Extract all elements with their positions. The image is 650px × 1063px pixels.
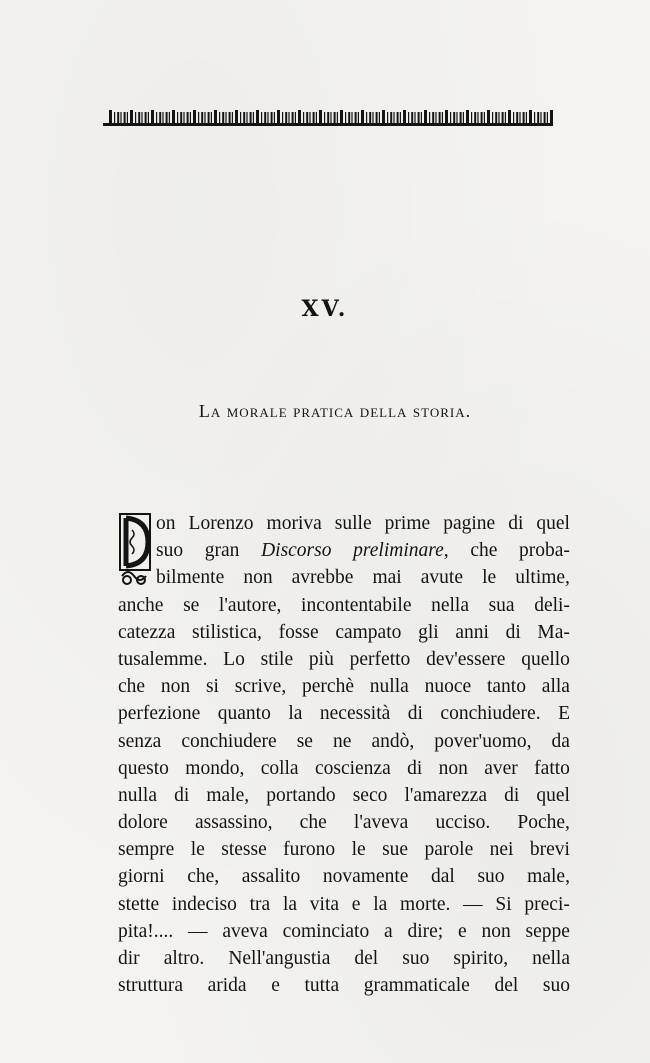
band-stripe xyxy=(492,112,493,124)
word: seco xyxy=(352,784,388,806)
band-stripe xyxy=(250,112,252,124)
word: proba- xyxy=(519,540,570,562)
word: e xyxy=(351,893,361,915)
band-stripe xyxy=(282,112,283,124)
band-stripe xyxy=(544,112,546,124)
word: preliminare, xyxy=(353,540,449,562)
band-stripe xyxy=(330,112,331,124)
band-stripe xyxy=(313,112,315,124)
word: di xyxy=(407,757,423,779)
band-stripe xyxy=(439,112,441,124)
band-stripe xyxy=(348,112,350,124)
word: portando xyxy=(266,784,336,806)
text-line xyxy=(118,918,570,945)
word: del xyxy=(354,948,379,969)
band-stripe xyxy=(187,112,189,124)
word: avrebbe xyxy=(291,567,354,589)
word: male, xyxy=(206,784,250,806)
text-line xyxy=(118,972,570,999)
word: scrive, xyxy=(234,676,287,698)
word: on xyxy=(156,513,176,534)
band-stripe xyxy=(376,112,378,124)
text-line xyxy=(118,809,570,836)
band-stripe xyxy=(432,112,434,124)
word: nei xyxy=(489,839,514,861)
word: assassino, xyxy=(195,812,273,834)
band-stripe xyxy=(222,112,224,124)
ornament-band-graphic xyxy=(103,108,565,128)
word: nuoce xyxy=(424,676,472,698)
word: da xyxy=(551,730,570,752)
word: l'aveva xyxy=(353,812,409,834)
word: pagine xyxy=(443,513,496,534)
band-stripe xyxy=(246,112,247,124)
band-stripe xyxy=(285,112,287,124)
band-stripe xyxy=(267,112,268,124)
word: suo xyxy=(402,948,430,969)
word: brevi xyxy=(529,839,570,861)
band-stripe xyxy=(477,112,478,124)
text-line xyxy=(118,537,570,564)
band-stripe xyxy=(345,112,346,124)
word: andò, xyxy=(371,730,415,752)
word: e xyxy=(271,975,280,997)
band-stripe xyxy=(288,112,289,124)
band-stripe xyxy=(498,112,499,124)
word: senza xyxy=(118,730,162,752)
band-stripe xyxy=(379,112,380,124)
word: Ma- xyxy=(537,621,570,643)
word: sua xyxy=(488,594,515,616)
band-stripe xyxy=(372,112,373,124)
word: che, xyxy=(187,866,220,888)
band-stripe xyxy=(369,112,371,124)
band-stripe xyxy=(516,112,518,124)
band-stripe xyxy=(162,112,163,124)
word: l'amarezza xyxy=(404,784,488,806)
band-stripe xyxy=(534,112,535,124)
word: dire; xyxy=(407,920,444,942)
word: suo xyxy=(156,540,184,562)
word: conchiudere xyxy=(181,730,277,752)
word: tusalemme. xyxy=(118,648,208,670)
word: si xyxy=(205,676,219,698)
word: quel xyxy=(536,784,570,806)
word: morte. xyxy=(400,893,451,915)
word: catezza xyxy=(118,621,176,643)
band-stripe xyxy=(450,112,451,124)
text-line xyxy=(118,755,570,782)
word: grammaticale xyxy=(363,975,470,997)
band-stripe xyxy=(523,112,525,124)
word: deli- xyxy=(534,594,570,616)
word: gran xyxy=(204,540,240,562)
word: stile xyxy=(260,648,294,670)
band-stripe xyxy=(460,112,462,124)
band-stripe xyxy=(474,112,476,124)
band-stripe xyxy=(177,112,178,124)
band-stripe xyxy=(135,112,136,124)
word: nulla xyxy=(118,784,157,806)
word: stesse xyxy=(221,839,267,861)
word: anni xyxy=(455,621,489,643)
band-stripe xyxy=(387,112,388,124)
word: ultime, xyxy=(515,567,570,589)
band-stripe xyxy=(292,112,294,124)
band-stripe xyxy=(390,112,392,124)
band-stripe xyxy=(274,112,275,124)
band-stripe xyxy=(124,112,126,124)
word: furono xyxy=(283,839,336,861)
word: la xyxy=(373,893,388,915)
band-stripe xyxy=(411,112,413,124)
chapter-number: XV. xyxy=(301,296,349,322)
word: preci- xyxy=(524,893,570,915)
band-stripe xyxy=(442,112,443,124)
word: non xyxy=(160,676,191,698)
band-stripe xyxy=(141,112,142,124)
band-stripe xyxy=(211,112,212,124)
band-stripe xyxy=(337,112,338,124)
word: l'autore, xyxy=(218,594,282,616)
word: mondo, xyxy=(185,757,245,779)
band-stripe xyxy=(358,112,359,124)
band-stripe xyxy=(453,112,455,124)
band-stripe xyxy=(537,112,539,124)
band-stripe xyxy=(505,112,506,124)
band-stripe xyxy=(481,112,483,124)
word: quello xyxy=(521,648,570,670)
word: se xyxy=(296,730,313,752)
band-stripe xyxy=(183,112,184,124)
word: — xyxy=(463,893,483,915)
word: dev'essere xyxy=(426,648,506,670)
word: perfetto xyxy=(349,648,411,670)
word: stilistica, xyxy=(192,621,262,643)
band-stripe xyxy=(327,112,329,124)
word: le xyxy=(351,839,366,861)
word: giorni xyxy=(118,866,165,888)
band-stripe xyxy=(180,112,182,124)
word: E xyxy=(558,703,570,725)
word: arida xyxy=(207,975,247,997)
band-stripe xyxy=(219,112,220,124)
word: cominciato xyxy=(282,920,370,942)
word: — xyxy=(188,920,208,942)
band-stripe xyxy=(232,112,233,124)
band-stripe xyxy=(334,112,336,124)
word: coscienza xyxy=(314,757,391,779)
text-line xyxy=(118,510,570,537)
word: mai xyxy=(372,567,402,589)
word: ucciso. xyxy=(435,812,491,834)
word: non xyxy=(438,757,468,779)
band-stripe xyxy=(540,112,541,124)
word: perfezione xyxy=(118,703,201,725)
word: sue xyxy=(382,839,409,861)
band-stripe xyxy=(156,112,157,124)
word: che xyxy=(299,812,327,834)
word: dal xyxy=(431,866,455,888)
band-stripe xyxy=(166,112,168,124)
word: fosse xyxy=(278,621,319,643)
word: seppe xyxy=(525,920,570,942)
word: dir xyxy=(118,948,140,969)
word: sulle xyxy=(334,513,372,534)
band-stripe xyxy=(435,112,436,124)
band-stripe xyxy=(513,112,514,124)
word: aveva xyxy=(222,920,268,942)
band-stripe xyxy=(456,112,457,124)
band-stripe xyxy=(306,112,308,124)
band-stripe xyxy=(408,112,409,124)
text-line xyxy=(118,782,570,809)
word: quel xyxy=(536,513,570,534)
word: a xyxy=(384,920,393,942)
word: non xyxy=(243,567,273,589)
word: moriva xyxy=(266,513,322,534)
word: incontentabile xyxy=(301,594,412,616)
word: dolore xyxy=(118,812,168,834)
band-stripe xyxy=(120,112,121,124)
band-stripe xyxy=(264,112,266,124)
word: bilmente xyxy=(156,567,225,589)
band-stripe xyxy=(253,112,254,124)
band-stripe xyxy=(502,112,504,124)
word: non xyxy=(481,920,511,942)
band-stripe xyxy=(316,112,317,124)
text-line xyxy=(118,945,570,972)
word: tutta xyxy=(304,975,340,997)
band-stripe xyxy=(295,112,296,124)
band-stripe xyxy=(495,112,497,124)
band-stripe xyxy=(366,112,367,124)
word: alla xyxy=(541,676,570,698)
band-stripe xyxy=(198,112,199,124)
word: nulla xyxy=(369,676,409,698)
word: avute xyxy=(420,567,463,589)
word: del xyxy=(494,975,519,997)
word: di xyxy=(174,784,190,806)
word: fatto xyxy=(534,757,570,779)
word: parole xyxy=(424,839,474,861)
text-line xyxy=(118,891,570,918)
text-line xyxy=(118,564,570,591)
word: Si xyxy=(495,893,512,915)
word: perchè xyxy=(302,676,354,698)
band-stripe xyxy=(169,112,170,124)
word: anche xyxy=(118,594,164,616)
band-stripe xyxy=(117,112,119,124)
word: di xyxy=(508,513,524,534)
word: suo xyxy=(477,866,505,888)
word: vita xyxy=(309,893,340,915)
band-stripe xyxy=(303,112,304,124)
band-stripe xyxy=(243,112,245,124)
word: Nell'angustia xyxy=(228,948,331,969)
band-stripe xyxy=(201,112,203,124)
word: che xyxy=(118,676,146,698)
word: questo xyxy=(118,757,169,779)
band-stripe xyxy=(114,112,115,124)
word: suo xyxy=(542,975,570,997)
band-stripe xyxy=(240,112,241,124)
word: che xyxy=(470,540,498,562)
band-stripe xyxy=(145,112,147,124)
text-line xyxy=(118,836,570,863)
band-stripe xyxy=(229,112,231,124)
band-stripe xyxy=(208,112,210,124)
word: Poche, xyxy=(517,812,570,834)
word: aver xyxy=(484,757,518,779)
word: Discorso xyxy=(261,540,332,562)
band-stripe xyxy=(159,112,161,124)
text-line xyxy=(118,863,570,890)
band-stripe xyxy=(484,112,485,124)
band-stripe xyxy=(271,112,273,124)
band-stripe xyxy=(351,112,352,124)
band-stripe xyxy=(261,112,262,124)
word: male, xyxy=(527,866,570,888)
word: quanto xyxy=(217,703,271,725)
text-line xyxy=(118,728,570,755)
word: tra xyxy=(249,893,271,915)
band-stripe xyxy=(463,112,464,124)
band-stripe xyxy=(309,112,310,124)
word: conchiudere. xyxy=(440,703,541,725)
word: gli xyxy=(418,621,439,643)
word: campato xyxy=(335,621,402,643)
chapter-title: La morale pratica della storia. xyxy=(198,401,472,421)
band-stripe xyxy=(127,112,128,124)
word: la xyxy=(282,893,298,915)
word: sempre xyxy=(118,839,175,861)
band-stripe xyxy=(190,112,191,124)
band-stripe xyxy=(418,112,420,124)
word: la xyxy=(288,703,303,725)
word: le xyxy=(190,839,205,861)
body-paragraph xyxy=(118,510,570,999)
word: nella xyxy=(431,594,469,616)
word: colla xyxy=(260,757,299,779)
word: di xyxy=(407,703,423,725)
decorative-header-band xyxy=(103,108,565,128)
band-stripe xyxy=(526,112,527,124)
text-line xyxy=(118,700,570,727)
band-stripe xyxy=(519,112,520,124)
text-line xyxy=(118,646,570,673)
word: spirito, xyxy=(453,948,509,969)
word: pita!.... xyxy=(118,920,174,942)
band-stripe xyxy=(400,112,401,124)
word: tanto xyxy=(486,676,526,698)
band-stripe xyxy=(414,112,415,124)
word: necessità xyxy=(319,703,391,725)
word: novamente xyxy=(322,866,409,888)
band-stripe xyxy=(393,112,394,124)
band-stripe xyxy=(204,112,205,124)
word: assalito xyxy=(241,866,301,888)
word: e xyxy=(458,920,467,942)
band-stripe xyxy=(138,112,140,124)
word: di xyxy=(504,784,520,806)
word: struttura xyxy=(118,975,183,997)
word: pover'uomo, xyxy=(434,730,532,752)
band-stripe xyxy=(421,112,422,124)
band-baseline xyxy=(103,123,553,126)
band-stripe xyxy=(547,112,548,124)
band-stripe xyxy=(225,112,226,124)
word: indeciso xyxy=(171,893,237,915)
band-stripe xyxy=(355,112,357,124)
word: Lo xyxy=(223,648,245,670)
band-stripe xyxy=(397,112,399,124)
word: stette xyxy=(118,893,160,915)
band-stripe xyxy=(471,112,472,124)
word: se xyxy=(183,594,200,616)
band-stripe xyxy=(324,112,325,124)
word: ne xyxy=(333,730,352,752)
word: le xyxy=(482,567,497,589)
band-stripe xyxy=(148,112,149,124)
band-stripe xyxy=(429,112,430,124)
word: Lorenzo xyxy=(188,513,254,534)
text-line xyxy=(118,592,570,619)
text-line xyxy=(118,673,570,700)
word: più xyxy=(308,648,334,670)
text-line xyxy=(118,619,570,646)
word: di xyxy=(505,621,521,643)
word: nella xyxy=(532,948,570,969)
word: altro. xyxy=(163,948,205,969)
word: prime xyxy=(384,513,431,534)
